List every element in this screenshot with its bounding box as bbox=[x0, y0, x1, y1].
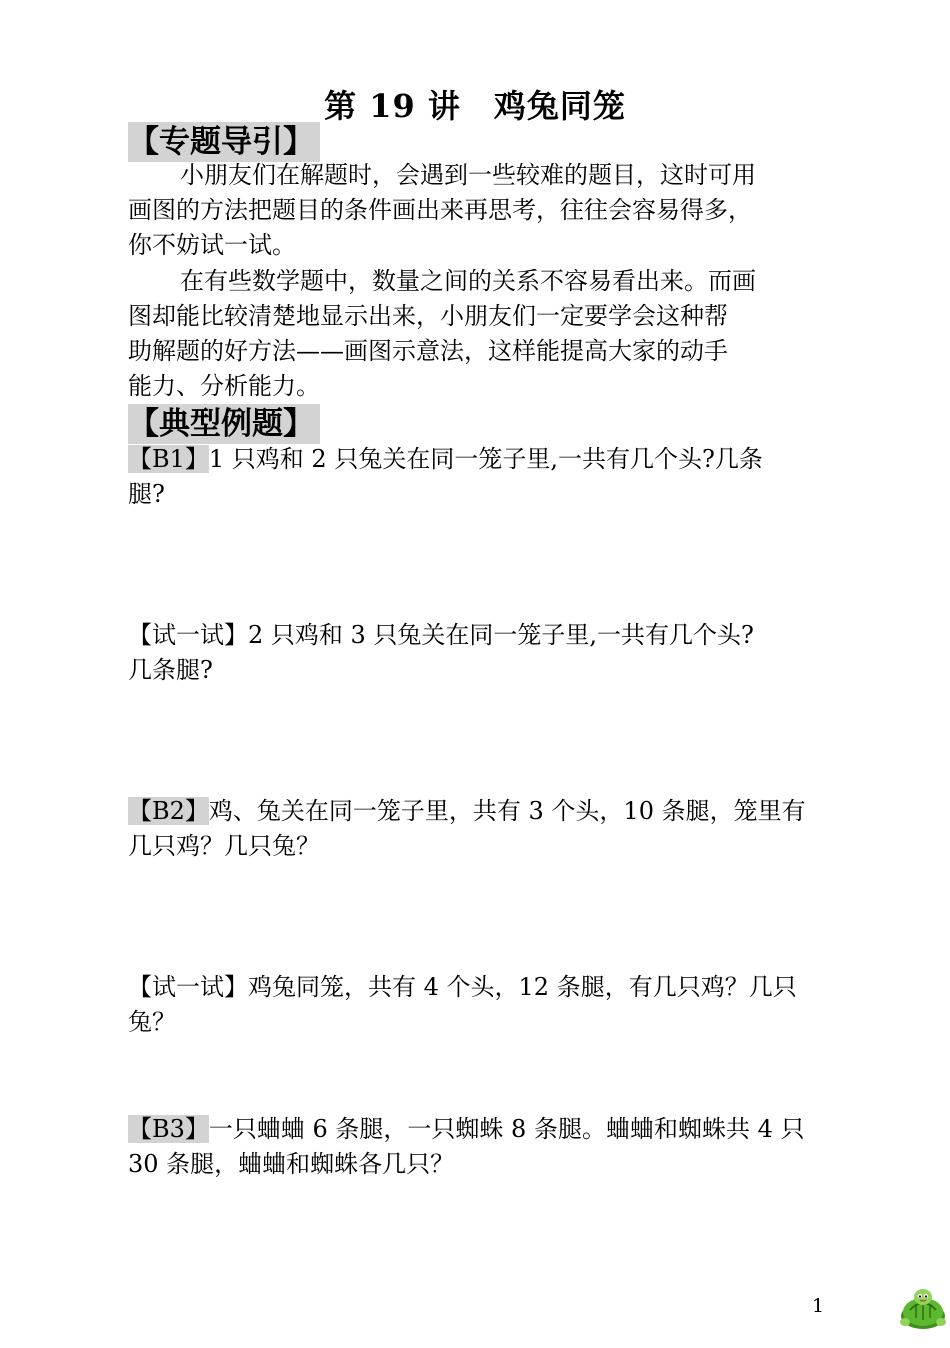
text-line: 腿? bbox=[128, 480, 165, 508]
example-b1 bbox=[128, 442, 828, 512]
text-line: 兔？ bbox=[128, 1008, 176, 1036]
text-line: 30 条腿，蛐蛐和蜘蛛各几只？ bbox=[128, 1150, 455, 1178]
text-line: 小朋友们在解题时，会遇到一些较难的题目，这时可用 bbox=[180, 161, 756, 189]
turtle-logo-icon bbox=[898, 1286, 948, 1332]
examples-heading: 【典型例题】 bbox=[128, 404, 320, 444]
text-line: 画图的方法把题目的条件画出来再思考，往往会容易得多， bbox=[128, 196, 752, 224]
text-line: 2 只鸡和 3 只兔关在同一笼子里,一共有几个头? bbox=[248, 621, 754, 649]
intro-heading: 【专题导引】 bbox=[128, 122, 320, 162]
try-it-1 bbox=[128, 618, 828, 688]
text-line: 图却能比较清楚地显示出来，小朋友们一定要学会这种帮 bbox=[128, 302, 728, 330]
intro-paragraph-1 bbox=[128, 158, 828, 263]
example-tag-b1: 【B1】 bbox=[128, 445, 209, 473]
text-line: 能力、分析能力。 bbox=[128, 372, 320, 400]
text-line: 鸡兔同笼，共有 4 个头，12 条腿，有几只鸡？几只 bbox=[248, 973, 797, 1001]
text-line: 1 只鸡和 2 只兔关在同一笼子里,一共有几个头?几条 bbox=[208, 445, 763, 473]
try-it-tag: 【试一试】 bbox=[128, 973, 248, 1001]
example-tag-b2: 【B2】 bbox=[128, 797, 209, 825]
text-line: 你不妨试一试。 bbox=[128, 231, 296, 259]
page-title: 第 19 讲 鸡兔同笼 bbox=[324, 87, 626, 125]
text-line: 鸡、兔关在同一笼子里，共有 3 个头，10 条腿，笼里有 bbox=[208, 797, 806, 825]
page-number: 1 bbox=[812, 1295, 825, 1317]
try-it-2 bbox=[128, 970, 828, 1040]
text-line: 在有些数学题中，数量之间的关系不容易看出来。而画 bbox=[180, 267, 756, 295]
intro-paragraph-2 bbox=[128, 264, 828, 404]
text-line: 一只蛐蛐 6 条腿，一只蜘蛛 8 条腿。蛐蛐和蜘蛛共 4 只 bbox=[208, 1115, 805, 1143]
try-it-tag: 【试一试】 bbox=[128, 621, 248, 649]
example-tag-b3: 【B3】 bbox=[128, 1115, 209, 1143]
example-b2 bbox=[128, 794, 828, 864]
text-line: 助解题的好方法——画图示意法，这样能提高大家的动手 bbox=[128, 337, 728, 365]
text-line: 几只鸡？几只兔？ bbox=[128, 832, 320, 860]
text-line: 几条腿? bbox=[128, 656, 213, 684]
example-b3 bbox=[128, 1112, 828, 1182]
